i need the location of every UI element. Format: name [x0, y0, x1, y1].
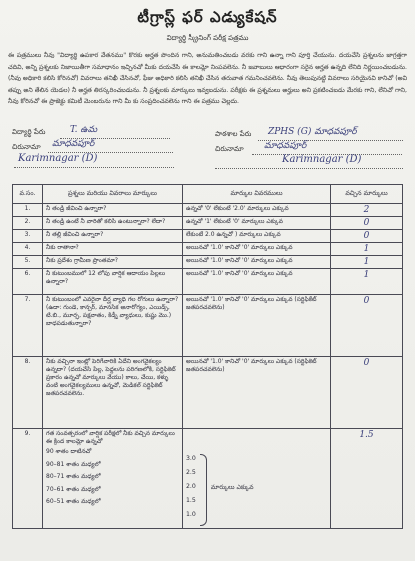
row-score: 0: [331, 230, 403, 243]
row-marks-detail: అయినచో '1.0' కానిచో '0' మార్కులు ఎక్కువ: [183, 256, 331, 269]
table-row: [13, 230, 403, 243]
row-score: 1.5: [331, 429, 403, 529]
row-question: నీ తల్లి జీవించి ఉన్నారా?: [43, 230, 183, 243]
row-marks-detail: ఉన్నచో '1' లేకుంటే '0' మార్కులు ఎక్కువ: [183, 217, 331, 230]
page-subtitle: విద్యార్థి స్క్రీనింగ్ పరీక్ష పత్రము: [166, 34, 249, 42]
grade-band: 60–51 శాతం మధ్యలో: [46, 498, 101, 506]
grade-band: 90 శాతం దాటినచో: [46, 448, 92, 455]
row-number: 3.: [13, 230, 43, 243]
grade-bands: [46, 446, 179, 509]
student-address-label: చిరునామా: [12, 143, 41, 151]
scale-value: 1.5: [186, 497, 196, 504]
marks-scale: [186, 452, 327, 526]
table-row: [13, 243, 403, 256]
row-marks-detail: అయినచో '1.0' కానిచో '0' మార్కులు ఎక్కువ: [183, 243, 331, 256]
header-marks-obtained: వచ్చిన మార్కులు: [331, 185, 403, 204]
header-marks-detail: మార్కుల వివరములు: [183, 185, 331, 204]
row-score: 1: [331, 269, 403, 295]
scale-value: 2.5: [186, 469, 196, 476]
grade-band: 90–81 శాతం మధ్యలో: [46, 460, 101, 468]
student-address-value-2: Karimnagar (D): [18, 153, 98, 164]
scale-value: 2.0: [186, 483, 196, 490]
grade-band: 80–71 శాతం మధ్యలో: [46, 473, 101, 481]
row-question: నీకు వచ్చినా ఇంట్లో పెరిగేవారికి ఏదేని అంగవైకల్యం ఉన్నదా? (దయచేసి పిల్ల, పెద్దలను పరిగణలోకి, సర్టిఫికెట్ ప్రకారం ఉన్నచో మార్కులు వేయు) కాలు, చేయి, కళ్ళు వంటి అంగవైకల్యములు ఉన్నచో, మెడికల్ సర్టిఫికెట్ జతపరచవలెను.: [43, 357, 183, 429]
school-address-label: చిరునామా: [215, 145, 244, 153]
school-address-value-2: Karimnagar (D): [282, 154, 362, 165]
row-number: 8.: [13, 357, 43, 429]
table-row: [13, 269, 403, 295]
school-address-line-2: [215, 168, 403, 169]
brace-bracket: [200, 454, 207, 526]
scale-label: మార్కులు ఎక్కువ: [210, 484, 254, 491]
row-score: 2: [331, 204, 403, 217]
scale-values: [186, 452, 196, 522]
row-score: 0: [331, 357, 403, 429]
row-score: 1: [331, 256, 403, 269]
row-marks-detail: అయినచో '1.0' కానిచో '0' మార్కులు ఎక్కువ (సర్టిఫికేట్ జతపరచవలెను): [183, 295, 331, 357]
grade-question: గత సంవత్సరంలో వార్షిక పరీక్షలో నీకు వచ్చిన మార్కులు ఈ క్రింద కాలమ్లో ఉన్నచో: [46, 430, 175, 445]
school-name-label: పాఠశాల పేరు: [215, 130, 252, 138]
student-address-line-2: [14, 167, 174, 168]
header-serial: వ.సం.: [13, 185, 43, 204]
row-score: 0: [331, 295, 403, 357]
row-number: 6.: [13, 269, 43, 295]
page-title: టీగ్రాస్ల్ ఫర్ ఎడ్యుకేషన్: [137, 8, 278, 26]
row-score: 1: [331, 243, 403, 256]
school-name-value: ZPHS (G) మాధవపూర్: [268, 127, 357, 137]
row-question: నీకు ప్రదేశం గ్రామీణ ప్రాంతమా?: [43, 256, 183, 269]
row-marks-detail: లేకుంటే 2.0 ఉన్నచో ) మార్కులు ఎక్కువ: [183, 230, 331, 243]
row-number: 2.: [13, 217, 43, 230]
table-row: [13, 204, 403, 217]
row-marks-detail: [183, 429, 331, 529]
instructions-paragraph: ఈ పత్రములు నీవు "విద్యార్థి ఉపకార వేతనము" కొరకు అర్హత పొందిన గాని, అనుమతించబడు వరకు గాని ఉన్నా గాని పూర్తి చేయును. దయచేసి ప్రశ్నలను జాగ్రత్తగా చదివి, అన్ని ప్రశ్నలకు నిజాయితీగా సమాధానం ఇచ్చినచో మీకు దయచేసి ఈ కాలమ్లో నింపవలెను. నీ జవాబులు ఆధారంగా సరైన అర్హత ఉన్నది లేనిది నిర్ణయించబడును. (నీవు అధికారి కలిసి కోరినచో) వివరాలు తనిఖీ చేసినచో, ఫీజు అధికారి కలిసి తనిఖీ చేసిన తరువాత గమనించవలెను. నీవు తెలుపునట్టి వివరాలు సరియైనవి కానిచో (అవి తప్పు అని తేలిన యెడల) నీ అర్హత తిరస్కరించబడును. నీ ప్రశ్నలకు మార్కులు ఇవ్వబడును. పరీక్షకు ఈ ప్రశ్నమలు అర్హులు అని ప్రకటించబడు మేరకు గాని, లేనిచో గాని, నీవు కోరినచో ఈ ప్రాజెక్టు కమిటీ మెంబరును గాని మీ కు సంప్రదించవలెను గాని ఈ పత్రము చెల్లదు.: [8, 52, 407, 106]
row-question: నీ తండ్రి ఉంటే నీ వారితో కలిసి ఉంటున్నారా? లేదా?: [43, 217, 183, 230]
row-number: 4.: [13, 243, 43, 256]
table-row: [13, 429, 403, 529]
row-number: 5.: [13, 256, 43, 269]
table-row: [13, 295, 403, 357]
header-question: ప్రశ్నలు మరియు వివరాలు మార్కులు: [43, 185, 183, 204]
row-question: నీ కుటుంబములో 12 లోపు వార్షిక ఆదాయం పిల్లలు ఉన్నారా?: [43, 269, 183, 295]
row-question: [43, 429, 183, 529]
row-number: 9.: [13, 429, 43, 529]
table-header-row: [13, 185, 403, 204]
grade-band: 70–61 శాతం మధ్యలో: [46, 485, 101, 493]
row-question: నీ తండ్రి జీవించి ఉన్నారా?: [43, 204, 183, 217]
student-name-label: విద్యార్థి పేరు: [12, 128, 46, 136]
row-number: 7.: [13, 295, 43, 357]
row-marks-detail: ఉన్నచో '0' లేకుంటే '2.0' మార్కులు ఎక్కువ: [183, 204, 331, 217]
row-score: 0: [331, 217, 403, 230]
scale-value: 1.0: [186, 511, 196, 518]
student-address-value-1: మాధవపూర్: [52, 139, 95, 149]
scale-value: 3.0: [186, 455, 196, 462]
school-address-value-1: మాధవపూర్: [264, 141, 307, 151]
row-question: నీ కుటుంబంలో ఎవరైనా దీర్ఘ వ్యాధి గల రోగులు ఉన్నారా? (ఉదా: గుండె, కాన్సర్, మానసిక అనారోగ్యం, ఎయిడ్స్, టి.బి., మూర్ఛ, పక్షవాతం, కిడ్నీ వ్యాధులు, కుష్టు మొ.) బాధపడుతున్నారా?: [43, 295, 183, 357]
student-name-value: T. ఉమ: [70, 125, 98, 135]
table-row: [13, 217, 403, 230]
table-row: [13, 357, 403, 429]
row-question: నీకు రాతానా?: [43, 243, 183, 256]
row-marks-detail: అయినచో '1.0' కానిచో '0' మార్కులు ఎక్కువ (సర్టిఫికెట్ జతపరచవలెను): [183, 357, 331, 429]
row-number: 1.: [13, 204, 43, 217]
table-row: [13, 256, 403, 269]
screening-table: [12, 184, 403, 529]
row-marks-detail: అయినచో '1.0' కానిచో '0' మార్కులు ఎక్కువ: [183, 269, 331, 295]
